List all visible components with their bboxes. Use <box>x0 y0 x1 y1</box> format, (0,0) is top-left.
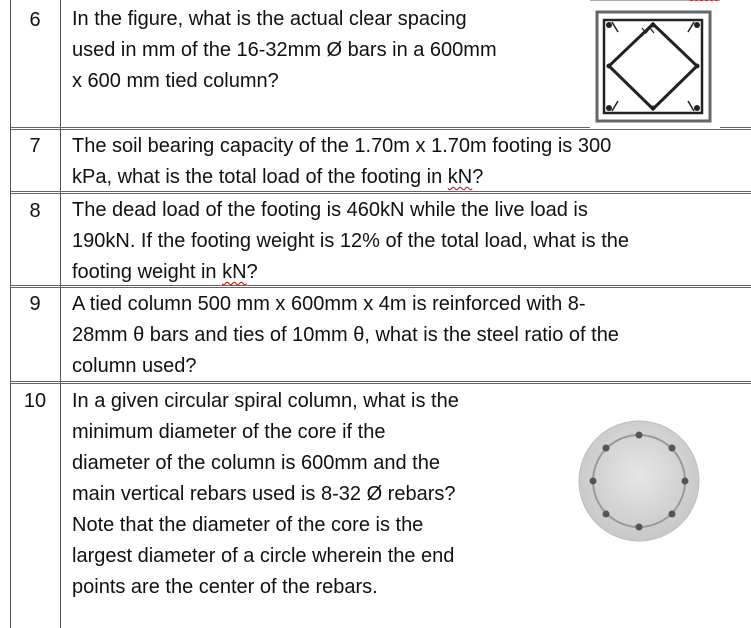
text-line: main vertical rebars used is 8-32 Ø rebars? <box>72 483 456 505</box>
text-line: The dead load of the footing is 460kN while the live load is <box>72 199 588 221</box>
question-number: 10 <box>23 390 47 412</box>
text-line <box>72 162 611 193</box>
text-line: diameter of the column is 600mm and the <box>72 452 440 474</box>
text-line: In the figure, what is the actual clear spacing <box>72 8 467 30</box>
question-text <box>72 131 611 193</box>
text-line: used in mm of the 16-32mm Ø bars in a 600mm <box>72 39 497 61</box>
question-number: 9 <box>29 293 41 315</box>
text-line <box>72 257 629 288</box>
spellcheck-flagged-text: kN <box>447 166 473 188</box>
text-line: Note that the diameter of the core is the <box>72 514 424 536</box>
text-line: A tied column 500 mm x 600mm x 4m is reinforced with 8- <box>72 293 586 315</box>
question-text <box>72 195 629 288</box>
question-number: 7 <box>29 135 41 157</box>
text-line: column used? <box>72 355 197 377</box>
question-number: 6 <box>29 9 41 31</box>
text-line: In a given circular spiral column, what is the <box>72 390 459 412</box>
square-column-figure <box>590 0 720 128</box>
text-line: minimum diameter of the core if the <box>72 421 386 443</box>
question-number: 8 <box>29 200 41 222</box>
text-fragment: kPa, what is the total load of the footing in <box>72 166 448 188</box>
text-line: 28mm θ bars and ties of 10mm θ, what is the steel ratio of the <box>72 324 619 346</box>
text-fragment: footing weight in <box>72 261 223 283</box>
text-line: The soil bearing capacity of the 1.70m x 1.70m footing is 300 <box>72 135 612 157</box>
text-line: largest diameter of a circle wherein the end <box>72 545 455 567</box>
text-fragment: ? <box>472 166 484 188</box>
text-line: x 600 mm tied column? <box>72 70 279 92</box>
text-fragment: ? <box>246 261 258 283</box>
question-text <box>72 289 619 382</box>
spellcheck-flagged-text: kN <box>222 261 247 283</box>
text-line: 190kN. If the footing weight is 12% of the total load, what is the <box>72 230 630 252</box>
column-divider <box>60 0 61 628</box>
question-text <box>72 4 497 97</box>
text-line: points are the center of the rebars. <box>72 576 378 598</box>
question-text <box>72 386 459 603</box>
circular-column-figure <box>576 418 702 544</box>
